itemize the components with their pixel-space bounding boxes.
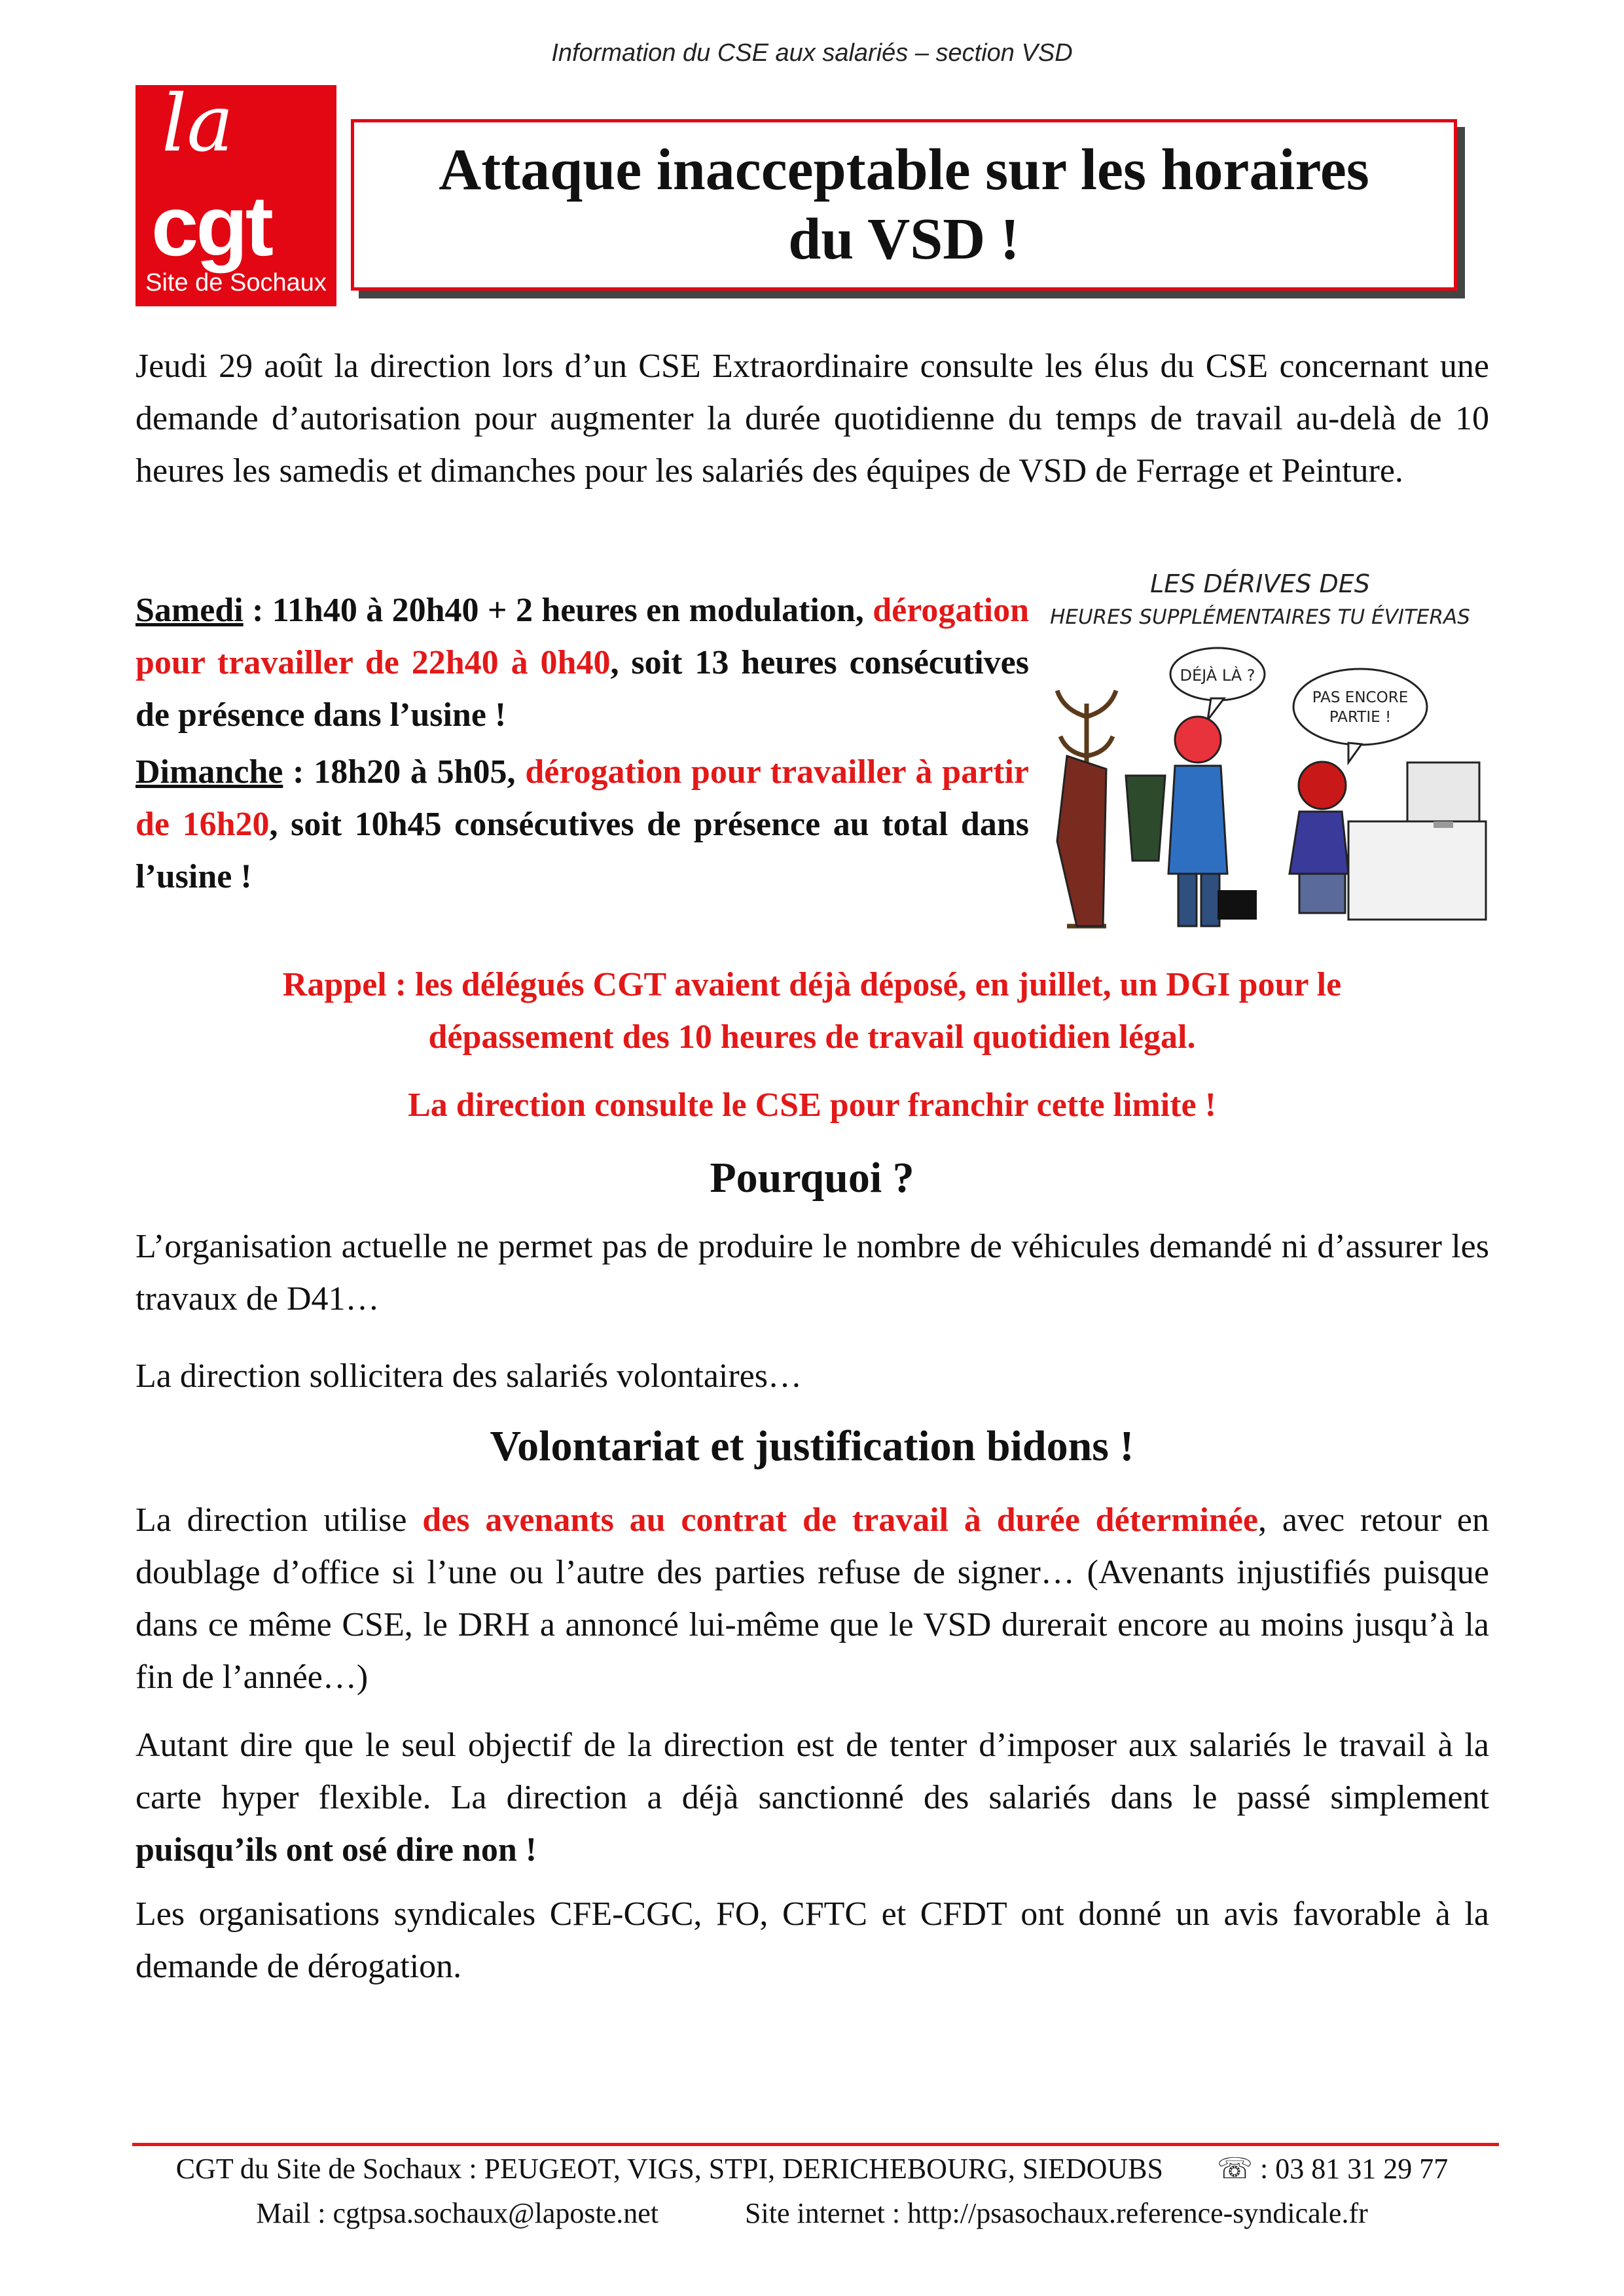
intro-paragraph: Jeudi 29 août la direction lors d’un CSE Extraordinaire consulte les élus du CSE concernant une demande d’autorisation pour augmenter la durée quotidienne du temps de travail au-delà de 10 heures les samedis et dimanches pour les salariés des équipes de VSD de Ferrage et Peinture. xyxy=(135,348,1489,490)
footer-mail[interactable]: Mail : cgtpsa.sochaux@laposte.net xyxy=(256,2197,659,2229)
bubble-2-line-2: PARTIE ! xyxy=(1329,709,1392,726)
pourquoi-paragraph-2: La direction sollicitera des salariés volontaires… xyxy=(135,1357,802,1395)
title-line-1: Attaque inacceptable sur les horaires xyxy=(439,137,1369,202)
volontariat-p1-end: , avec retour en doublage d’office si l’une ou l’autre des parties refuse de signer… (Avenants injustifiés puisque dans ce même CSE, le DRH a annoncé lui-même que le VSD durerait encore au moins jusqu’à la fin de l’année…) xyxy=(135,1501,1489,1696)
rappel-line-3: La direction consulte le CSE pour franchir cette limite ! xyxy=(408,1086,1216,1124)
volontariat-paragraph-3: Les organisations syndicales CFE-CGC, FO, CFTC et CFDT ont donné un avis favorable à la demande de dérogation. xyxy=(135,1895,1489,1985)
volontariat-p2-start: Autant dire que le seul objectif de la direction est de tenter d’imposer aux salariés le travail à la carte hyper flexible. La direction a déjà sanctionné des salariés dans le passé simplement xyxy=(135,1727,1489,1816)
dimanche-paragraph xyxy=(135,746,1029,903)
logo-la: la xyxy=(162,85,234,170)
dimanche-derogation: dérogation pour travailler à partir de 16h20 xyxy=(135,753,1029,843)
rappel-block xyxy=(0,959,1624,1132)
title-line-2: du VSD ! xyxy=(788,207,1020,272)
header-info: Information du CSE aux salariés – section VSD xyxy=(551,39,1073,67)
pourquoi-heading: Pourquoi ? xyxy=(710,1154,914,1202)
footer-divider xyxy=(132,2143,1499,2146)
dimanche-rest: , soit 10h45 consécutives de présence au total dans l’usine ! xyxy=(135,806,1029,895)
footer-site[interactable]: Site internet : http://psasochaux.reference-syndicale.fr xyxy=(745,2197,1368,2229)
footer-org: CGT du Site de Sochaux : PEUGEOT, VIGS, STPI, DERICHEBOURG, SIEDOUBS xyxy=(175,2153,1163,2185)
volontariat-heading: Volontariat et justification bidons ! xyxy=(490,1422,1134,1470)
rappel-line-1: Rappel : les délégués CGT avaient déjà déposé, en juillet, un DGI pour le xyxy=(282,966,1342,1003)
logo-cgt: cgt xyxy=(151,178,271,274)
volontariat-p2-bold: puisqu’ils ont osé dire non ! xyxy=(135,1831,537,1869)
volontariat-paragraph-1 xyxy=(135,1494,1489,1704)
volontariat-p1-red: des avenants au contrat de travail à durée déterminée xyxy=(422,1501,1258,1539)
logo-site: Site de Sochaux xyxy=(145,269,327,296)
rappel-line-2: dépassement des 10 heures de travail quotidien légal. xyxy=(428,1018,1196,1056)
dimanche-colon: : xyxy=(283,753,314,791)
cartoon-caption-line-2: HEURES SUPPLÉMENTAIRES TU ÉVITERAS xyxy=(1050,605,1470,629)
title-box xyxy=(351,119,1457,291)
desk xyxy=(1348,762,1486,920)
samedi-label: Samedi xyxy=(135,592,244,629)
woman-figure xyxy=(1290,762,1348,913)
samedi-colon: : xyxy=(243,592,272,629)
samedi-hours: 11h40 à 20h40 + 2 heures en modulation, xyxy=(272,592,873,629)
hanging-coat xyxy=(1057,756,1106,926)
volontariat-paragraph-2 xyxy=(135,1719,1489,1876)
footer-org-line xyxy=(0,2149,1624,2189)
phone-icon: ☏ xyxy=(1217,2153,1254,2185)
dimanche-hours: 18h20 à 5h05, xyxy=(314,753,526,791)
cartoon-illustration xyxy=(1041,560,1499,946)
bubble-1-text: DÉJÀ LÀ ? xyxy=(1180,666,1255,685)
page-title xyxy=(354,122,1454,274)
cartoon-caption-line-1: LES DÉRIVES DES xyxy=(1150,569,1370,598)
man-figure xyxy=(1126,717,1257,926)
samedi-rest: , soit 13 heures consécutives de présence dans l’usine ! xyxy=(135,644,1029,734)
speech-bubble-2 xyxy=(1293,669,1427,745)
volontariat-p1-start: La direction utilise xyxy=(135,1501,423,1539)
footer-contact-line xyxy=(0,2194,1624,2233)
samedi-paragraph xyxy=(135,584,1029,742)
dimanche-label: Dimanche xyxy=(135,753,283,791)
cgt-logo xyxy=(135,85,336,306)
footer-phone: : 03 81 31 29 77 xyxy=(1260,2153,1449,2185)
samedi-derogation: dérogation pour travailler de 22h40 à 0h40 xyxy=(135,592,1030,681)
pourquoi-paragraph-1: L’organisation actuelle ne permet pas de produire le nombre de véhicules demandé ni d’assurer les travaux de D41… xyxy=(135,1228,1489,1318)
bubble-2-line-1: PAS ENCORE xyxy=(1312,689,1409,706)
